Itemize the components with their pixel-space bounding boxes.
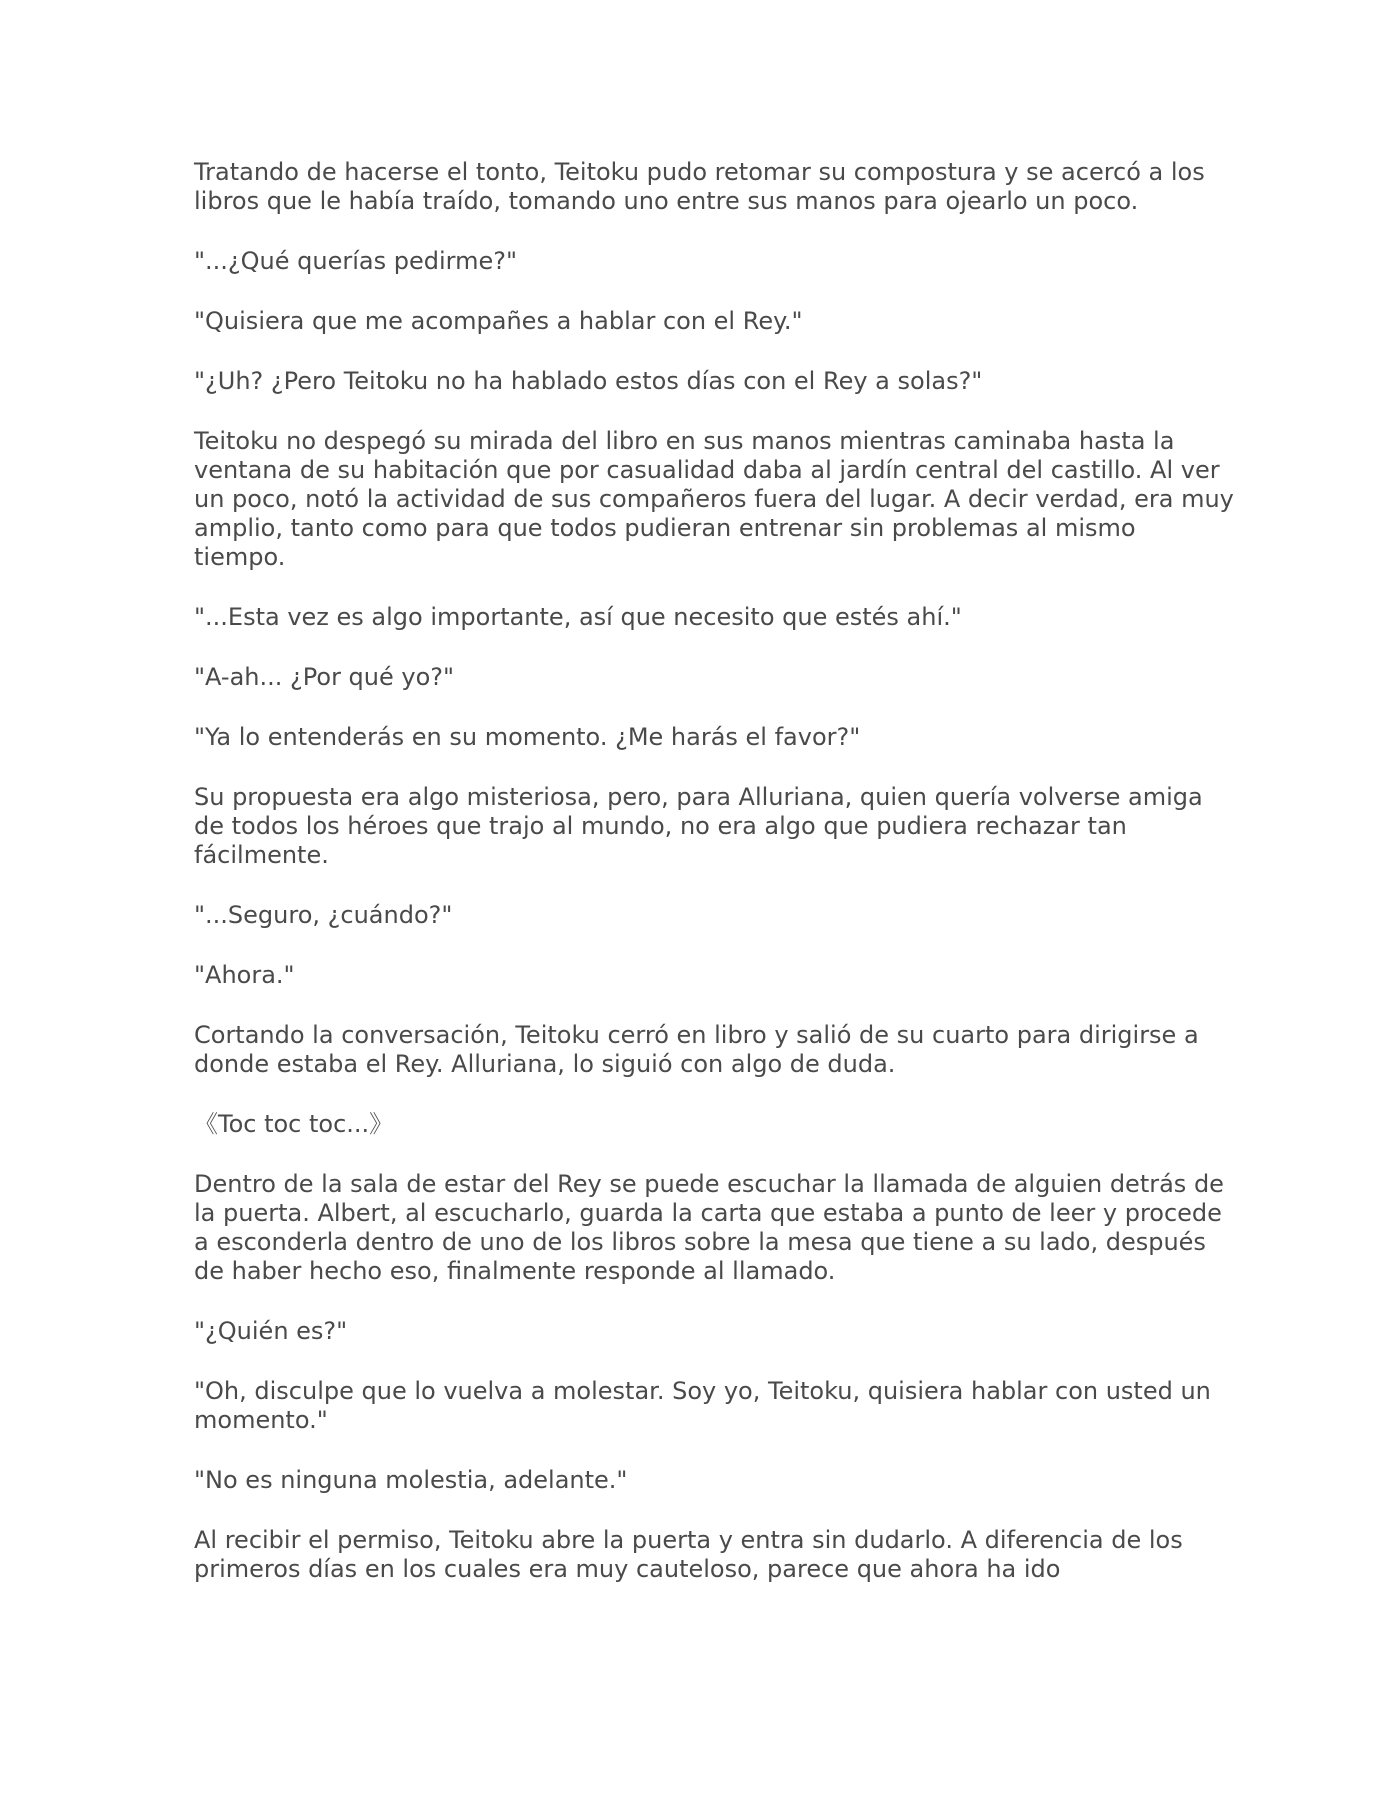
paragraph-3: "Quisiera que me acompañes a hablar con el Rey." — [194, 307, 803, 335]
paragraph-4: "¿Uh? ¿Pero Teitoku no ha hablado estos días con el Rey a solas?" — [194, 367, 983, 395]
paragraph-18: Al recibir el permiso, Teitoku abre la puerta y entra sin dudarlo. A diferencia de los primeros días en los cuales era muy cauteloso, parece que ahora ha ido — [194, 1526, 1183, 1583]
paragraph-10: "...Seguro, ¿cuándo?" — [194, 901, 453, 929]
paragraph-5: Teitoku no despegó su mirada del libro en sus manos mientras caminaba hasta la ventana de su habitación que por casualidad daba al jardín central del castillo. Al ver un poco, notó la actividad de sus compañeros fuera del lugar. A decir verdad, era muy amplio, tanto como para que todos pudieran entrenar sin problemas al mismo tiempo. — [194, 427, 1234, 571]
paragraph-1: Tratando de hacerse el tonto, Teitoku pudo retomar su compostura y se acercó a los libros que le había traído, tomando uno entre sus manos para ojearlo un poco. — [194, 158, 1205, 215]
paragraph-9: Su propuesta era algo misteriosa, pero, para Alluriana, quien quería volverse amiga de todos los héroes que trajo al mundo, no era algo que pudiera rechazar tan fácilmente. — [194, 783, 1203, 869]
paragraph-17: "No es ninguna molestia, adelante." — [194, 1466, 628, 1494]
paragraph-11: "Ahora." — [194, 961, 295, 989]
paragraph-12: Cortando la conversación, Teitoku cerró en libro y salió de su cuarto para dirigirse a donde estaba el Rey. Alluriana, lo siguió con algo de duda. — [194, 1021, 1199, 1078]
paragraph-14: Dentro de la sala de estar del Rey se puede escuchar la llamada de alguien detrás de la puerta. Albert, al escucharlo, guarda la carta que estaba a punto de leer y procede a esconderla dentro de uno de los libros sobre la mesa que tiene a su lado, después de haber hecho eso, finalmente responde al llamado. — [194, 1170, 1224, 1285]
document-page — [194, 158, 1234, 1615]
paragraph-8: "Ya lo entenderás en su momento. ¿Me harás el favor?" — [194, 723, 861, 751]
paragraph-16: "Oh, disculpe que lo vuelva a molestar. Soy yo, Teitoku, quisiera hablar con usted un momento." — [194, 1377, 1211, 1434]
paragraph-13: 《Toc toc toc...》 — [194, 1110, 394, 1138]
paragraph-6: "...Esta vez es algo importante, así que necesito que estés ahí." — [194, 603, 962, 631]
paragraph-2: "...¿Qué querías pedirme?" — [194, 247, 518, 275]
paragraph-7: "A-ah... ¿Por qué yo?" — [194, 663, 455, 691]
paragraph-15: "¿Quién es?" — [194, 1317, 348, 1345]
